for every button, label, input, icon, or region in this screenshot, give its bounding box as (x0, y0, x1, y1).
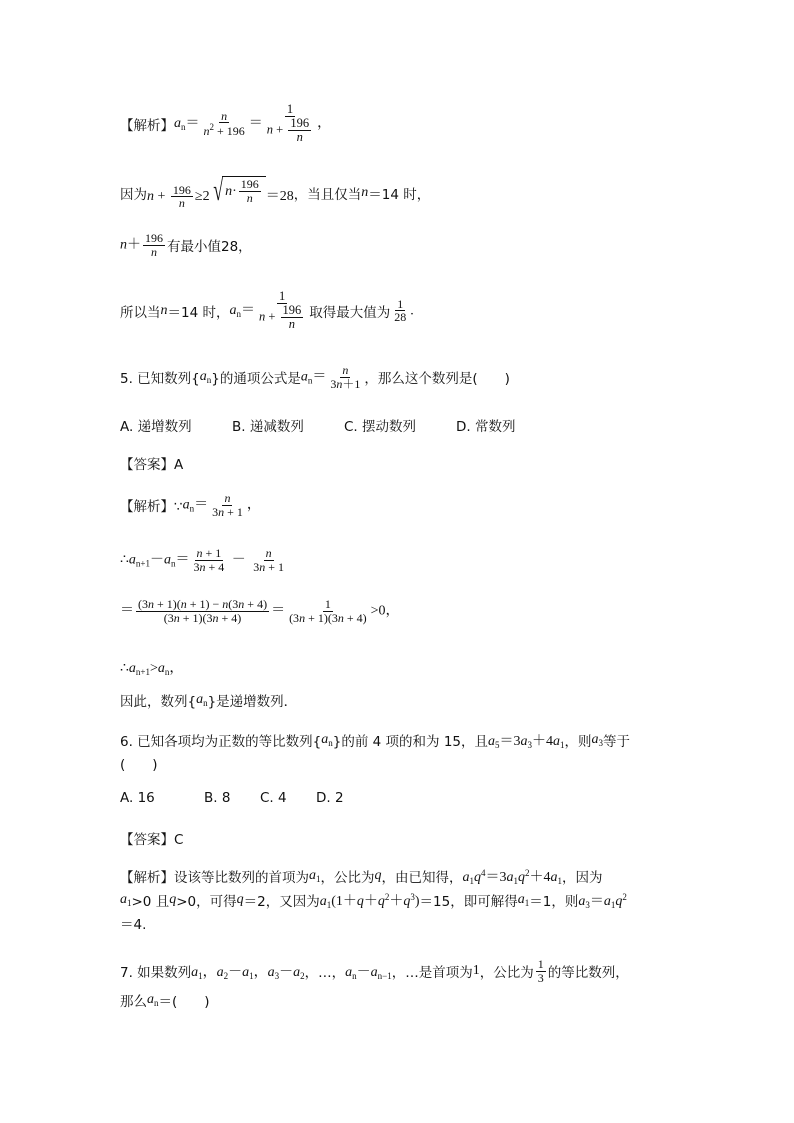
option-a: A. 递增数列 (120, 419, 192, 435)
jx6-d: ，因为 (562, 870, 603, 886)
jx6-h: ＝15，即可解得 (419, 894, 518, 910)
q7-c: ，…是首项为 (391, 965, 473, 982)
question-6-options (120, 790, 344, 806)
solution-line-1 (120, 103, 331, 144)
question-6-line-1: 6. 已知各项均为正数的等比数列{ $a_n$ }的前 4 项的和为 15，且 $a_5=3a_3+4a_1$ ，则 $a_3$ 等于 (120, 732, 630, 750)
q6-text-d: 等于 (603, 734, 630, 750)
q6-text-b: }的前 4 项的和为 15，且 (332, 734, 488, 750)
answer-5 (120, 453, 183, 473)
solution-5-line-4: $\therefore a_{n+1}>a_n$， (120, 661, 184, 677)
text-min28: 有最小值28， (167, 239, 252, 256)
jx6-c: ，由已知得， (381, 870, 463, 886)
solution-6-line-3 (120, 913, 146, 933)
option-d: D. 常数列 (456, 419, 516, 435)
gt-zero: >0， (370, 603, 400, 619)
text-n14-2: ＝14 时， (167, 304, 230, 321)
option-c: C. 摆动数列 (344, 419, 417, 435)
answer-6 (120, 828, 183, 848)
text-so-when: 所以当 (120, 304, 161, 321)
jx6-b: ，公比为 (320, 870, 375, 886)
q6-text-e: ( ) (120, 757, 158, 773)
option-d: D. 2 (316, 790, 344, 806)
solution-line-2: 因为 n + $\frac{196}{n}$ ≥2 √ n · $\frac{196}{n}$ ＝28 ，当且仅当 n ＝14 时， (120, 174, 431, 211)
q7-g: ＝( ) (158, 994, 210, 1010)
option-c: C. 4 (260, 790, 287, 806)
formula-an: $a_n=$ $\frac{n}{n^2 + 196}$ ＝ 1 n + $\frac{196}{n}$ ， (174, 102, 332, 145)
q5-text-c: ，那么这个数列是( ) (364, 371, 510, 388)
option-a: A. 16 (120, 790, 155, 806)
formula-am-gm: n + $\frac{196}{n}$ ≥2 √ n · $\frac{196}{n}$ ＝28 (147, 174, 294, 211)
solution-line-4: 所以当 n ＝14 时， $a_n=$ 1 n + $\frac{196}{n}$ 取得最大值为 $\frac{1}{28}$ . (120, 289, 414, 332)
q5-text-a: 5. 已知数列{ (120, 371, 200, 388)
jx6-a: 【解析】设该等比数列的首项为 (120, 870, 309, 886)
jx6-i: ＝1，则 (529, 894, 579, 910)
conclusion-b: }是递增数列． (207, 694, 298, 710)
conclusion-a: 因此，数列{ (120, 694, 197, 710)
answer-6-text: 【答案】C (120, 832, 184, 848)
conclusion-5: 因此，数列{ $a_n$ }是递增数列． (120, 692, 298, 710)
jx6-j: ＝4. (120, 917, 147, 933)
jx6-g: ＝2，又因为 (243, 894, 320, 910)
q6-text-c: ，则 (564, 734, 592, 750)
solution-6-line-2: $a_1$ >0 且 q >0，可得 q ＝2，又因为 $a_1(1+q+q^2+q^3)$ ＝15，即可解得 $a_1$ ＝1，则 $a_3=a_1q^2$ (120, 892, 627, 910)
therefore-2: ∴ (120, 661, 129, 676)
label-jiexi: 【解析】 (120, 117, 174, 134)
text-max: 取得最大值为 (309, 304, 391, 321)
question-7-line-1: 7. 如果数列 $a_1$，$a_2-a_1$，$a_3-a_2$ ，…， $a_n-a_{n-1}$ ，…是首项为 1 ，公比为 $\frac{1}{3}$ 的等比数列， (120, 957, 629, 985)
q6-text-a: 6. 已知各项均为正数的等比数列{ (120, 734, 322, 750)
text-because: 因为 (120, 186, 147, 203)
option-b: B. 递减数列 (232, 419, 304, 435)
solution-5-line-2: $\therefore a_{n+1}-a_n=$ $\frac{n + 1}{3n + 4}$ － $\frac{n}{3n + 1}$ (120, 546, 285, 574)
option-b: B. 8 (204, 790, 231, 806)
q7-b: ，…， (304, 965, 346, 982)
question-5-options (120, 415, 515, 435)
solution-5-line-1: 【解析】∵ $a_n=$ $\frac{n}{3n + 1}$ ， (120, 491, 261, 519)
text-n14: ＝14 时， (368, 186, 431, 203)
jx6-f: >0，可得 (176, 894, 237, 910)
q7-e: 的等比数列， (547, 965, 629, 982)
q5-text-b: }的通项公式是 (211, 371, 301, 388)
question-7-line-2: 那么 $a_n$ ＝( ) (120, 992, 210, 1010)
therefore-1: ∴ (120, 552, 129, 568)
q7-a: 7. 如果数列 (120, 965, 192, 982)
question-5: 5. 已知数列{ $a_n$ }的通项公式是 $a_n=$ $\frac{n}{3n+1}$ ，那么这个数列是( ) (120, 363, 510, 391)
solution-line-3: n＋ $\frac{196}{n}$ 有最小值28， (120, 231, 252, 259)
jx6-e: >0 且 (131, 894, 170, 910)
answer-5-text: 【答案】A (120, 457, 184, 473)
question-6-line-2 (120, 753, 158, 773)
q7-f: 那么 (120, 994, 147, 1010)
solution-6-line-1: 【解析】设该等比数列的首项为 $a_1$ ，公比为 q ，由已知得， $a_1q^4=3a_1q^2+4a_1$ ，因为 (120, 868, 603, 886)
solution-5-line-3: ＝ $\frac{(3n + 1)(n + 1) - n(3n + 4)}{(3n + 1)(3n + 4)}$ ＝ $\frac{1}{(3n + 1)(3n + 4)}$ >0， (120, 597, 400, 625)
text-iff: ，当且仅当 (293, 186, 362, 203)
jx5-label: 【解析】∵ (120, 499, 183, 516)
q7-d: ，公比为 (479, 965, 534, 982)
